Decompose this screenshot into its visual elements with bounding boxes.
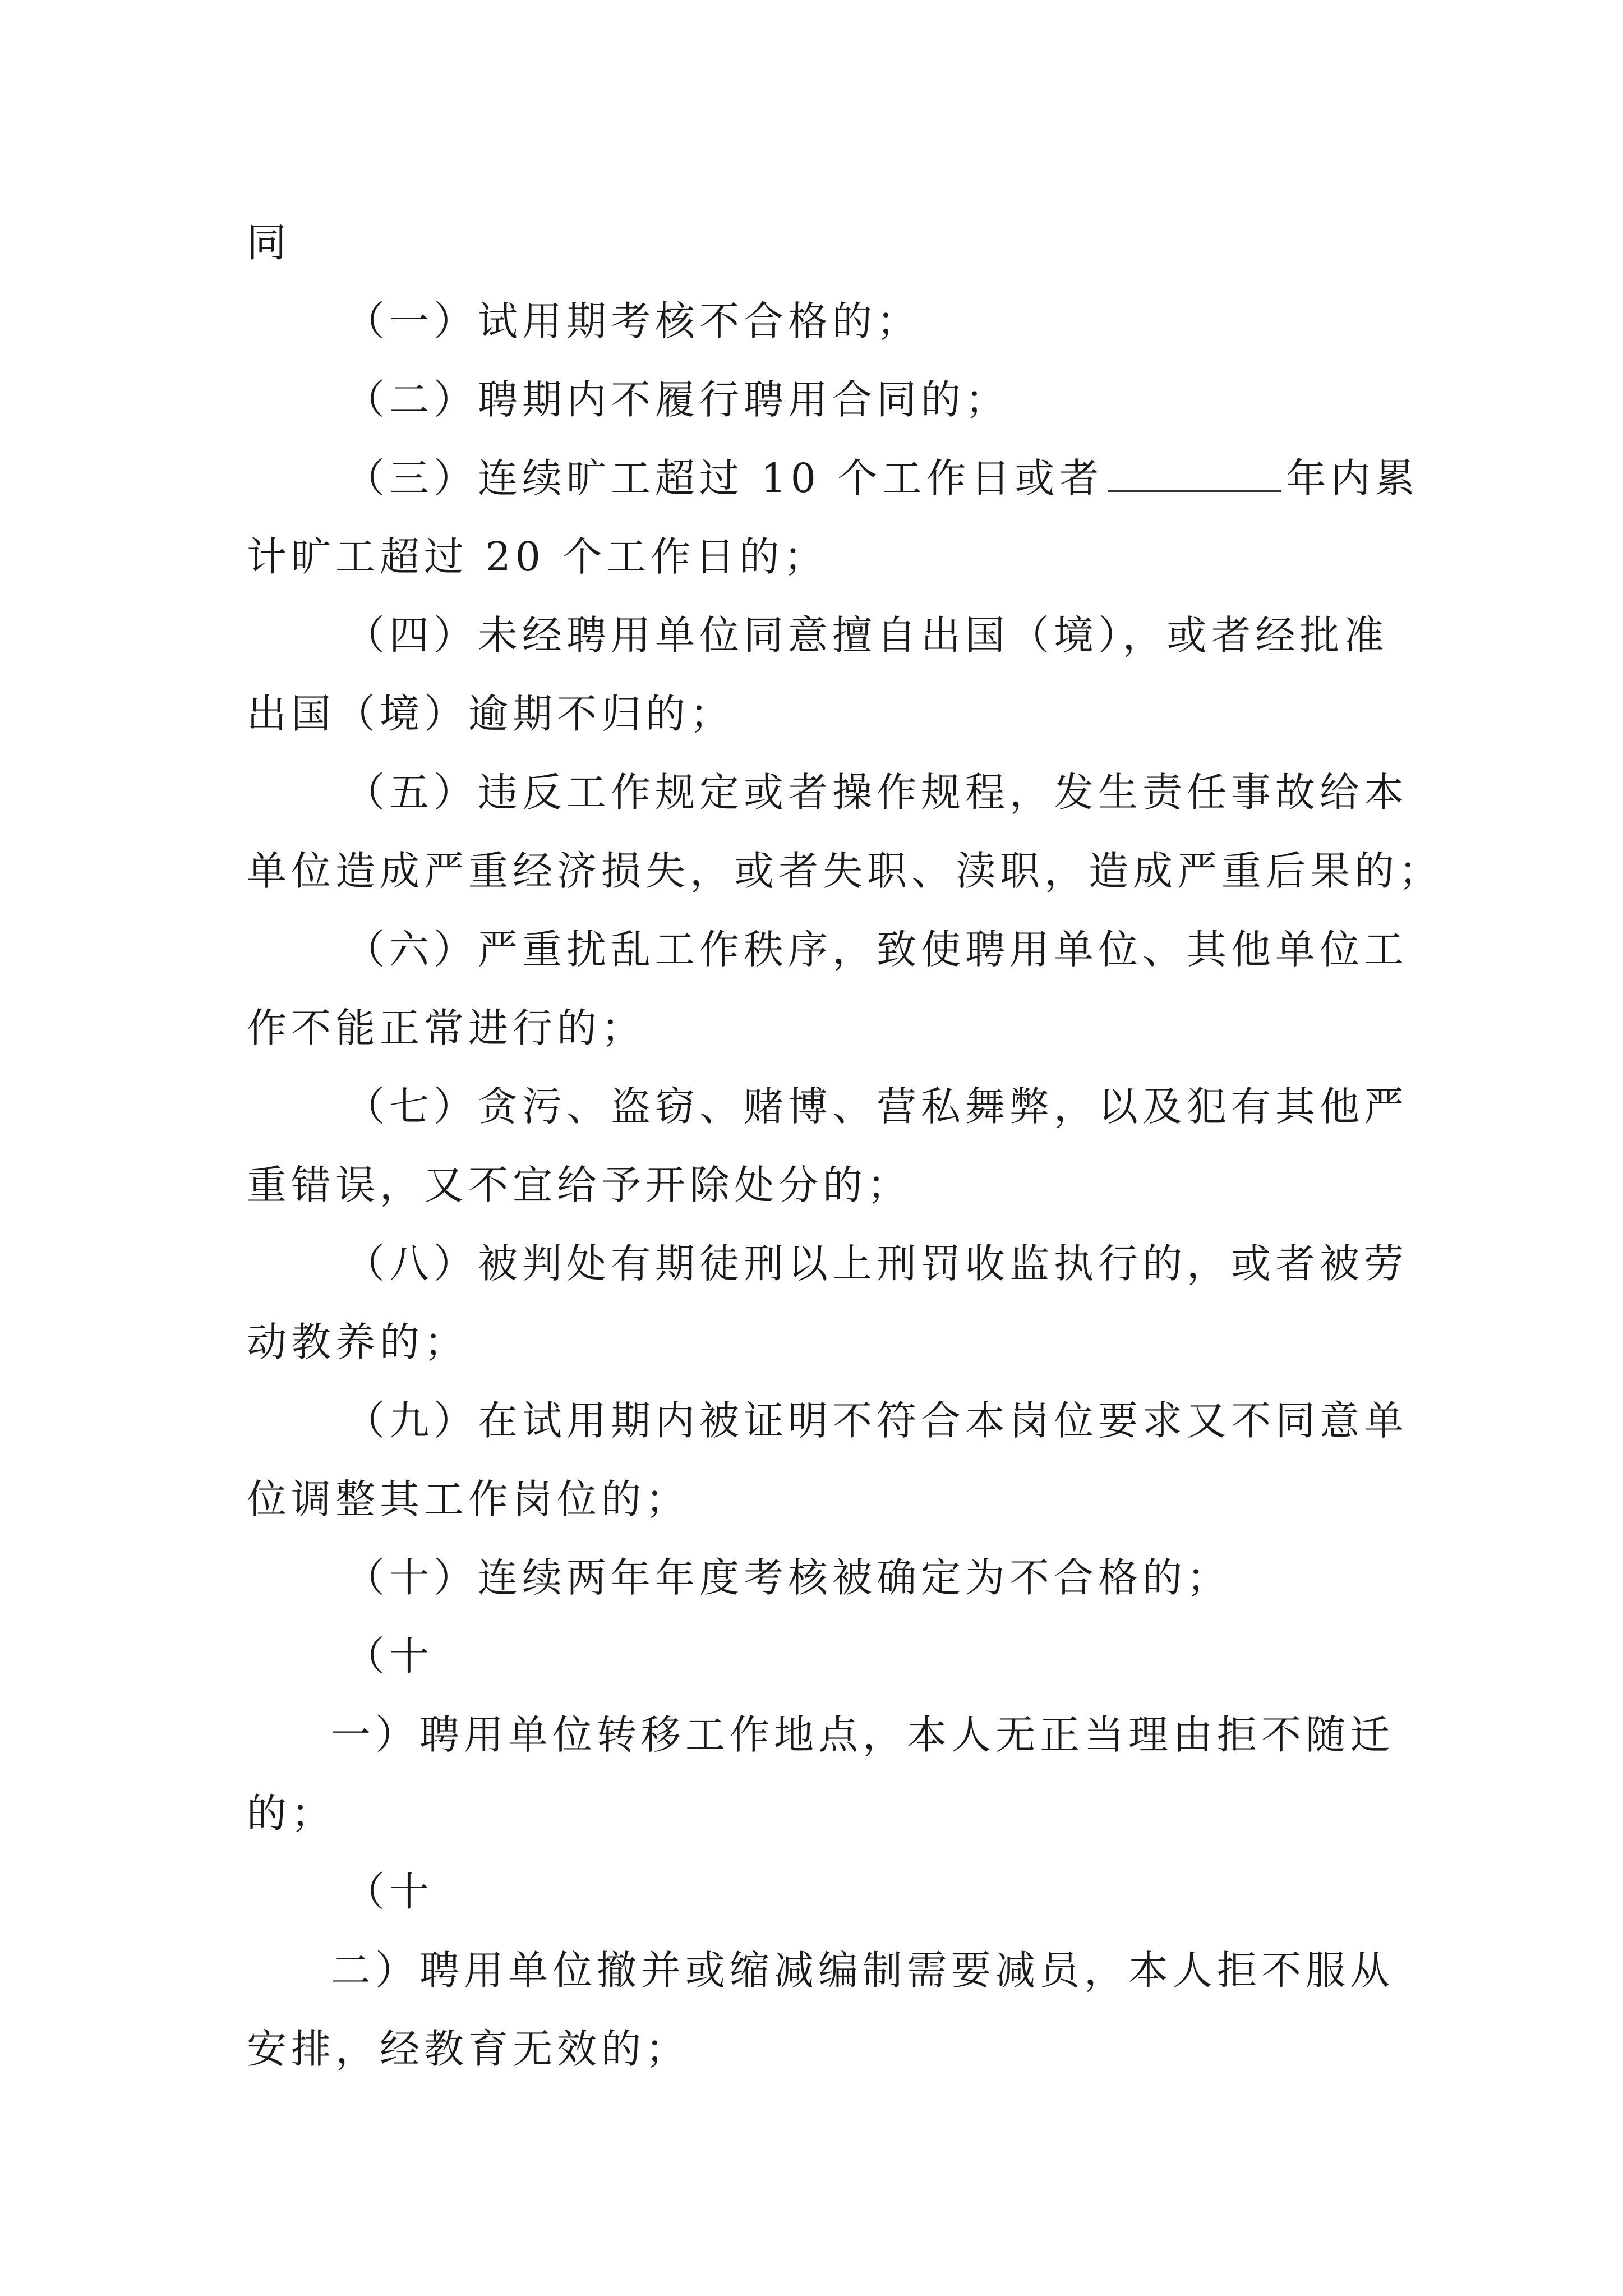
text-line: 同 bbox=[247, 219, 292, 266]
clause-3 bbox=[345, 452, 1419, 505]
clause-9: （九）在试用期内被证明不符合本岗位要求又不同意单 bbox=[345, 1397, 1409, 1444]
fill-in-blank bbox=[1108, 457, 1281, 492]
text-line: 单位造成严重经济损失，或者失职、渎职，造成严重后果的； bbox=[247, 848, 1444, 894]
text-line: 出国（境）逾期不归的； bbox=[247, 691, 735, 737]
text-line: 计旷工超过 20 个工作日的； bbox=[247, 533, 828, 580]
text-line: 安排，经教育无效的； bbox=[247, 2026, 690, 2072]
text-line: 位调整其工作岗位的； bbox=[247, 1476, 690, 1522]
text-line: 的； bbox=[247, 1790, 336, 1837]
clause-4: （四）未经聘用单位同意擅自出国（境），或者经批准 bbox=[345, 612, 1389, 659]
clause-12-start: （十 bbox=[345, 1869, 434, 1915]
clause-8: （八）被判处有期徒刑以上刑罚收监执行的，或者被劳 bbox=[345, 1240, 1409, 1287]
clause-12: 二）聘用单位撤并或缩减编制需要减员，本人拒不服从 bbox=[331, 1947, 1395, 1994]
clause-1: （一）试用期考核不合格的； bbox=[345, 298, 921, 344]
clause-5: （五）违反工作规定或者操作规程，发生责任事故给本 bbox=[345, 769, 1409, 816]
clause-3-text: （三）连续旷工超过 10 个工作日或者 bbox=[345, 455, 1104, 501]
clause-11-start: （十 bbox=[345, 1633, 434, 1680]
text-line: 动教养的； bbox=[247, 1319, 469, 1365]
clause-3-text-end: 年内累 bbox=[1286, 455, 1419, 501]
text-line: 重错误，又不宜给予开除处分的； bbox=[247, 1162, 912, 1208]
clause-7: （七）贪污、盗窃、赌博、营私舞弊，以及犯有其他严 bbox=[345, 1083, 1409, 1130]
text-line: 作不能正常进行的； bbox=[247, 1005, 646, 1051]
clause-2: （二）聘期内不履行聘用合同的； bbox=[345, 376, 1010, 423]
clause-6: （六）严重扰乱工作秩序，致使聘用单位、其他单位工 bbox=[345, 926, 1409, 973]
clause-11: 一）聘用单位转移工作地点，本人无正当理由拒不随迁 bbox=[331, 1711, 1395, 1758]
clause-10: （十）连续两年年度考核被确定为不合格的； bbox=[345, 1554, 1232, 1601]
